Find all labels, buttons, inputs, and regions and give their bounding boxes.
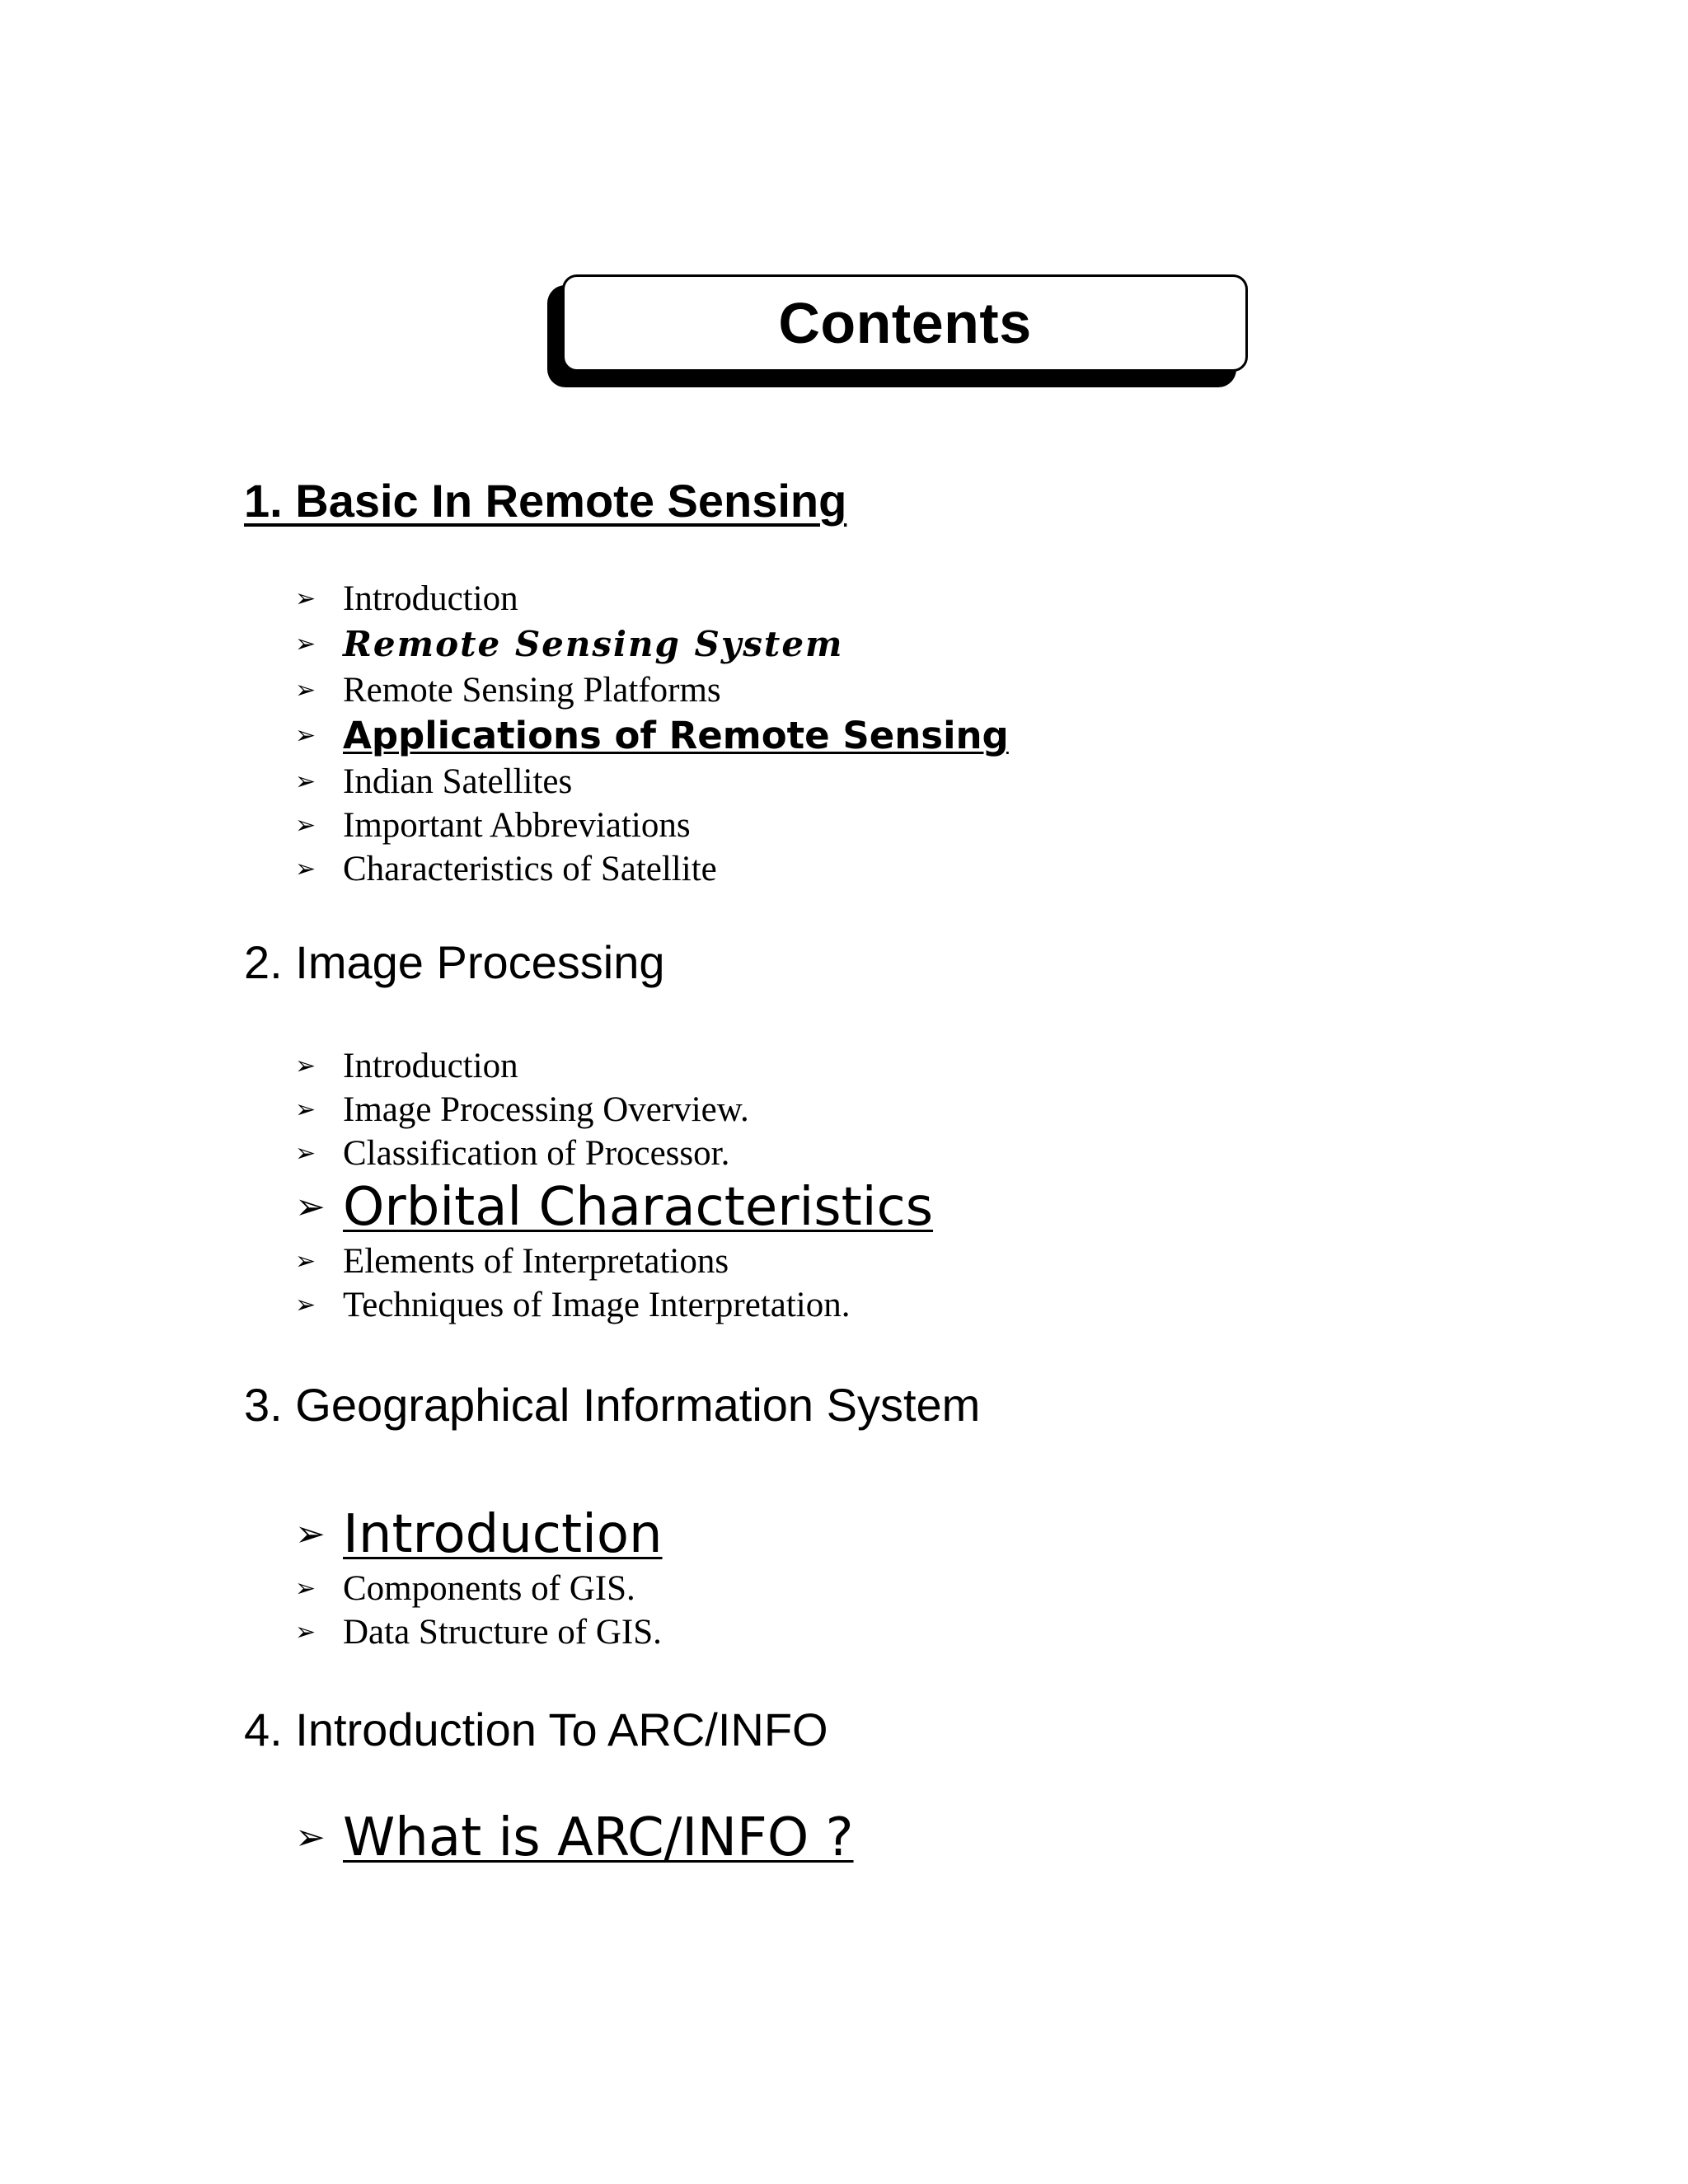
- list-item: [295, 1175, 933, 1240]
- section-list-arc-info: [295, 1806, 854, 1870]
- list-item: [295, 621, 1009, 668]
- arrow-bullet-icon: ➢: [295, 675, 316, 705]
- arrow-bullet-icon: ➢: [295, 1573, 316, 1603]
- arrow-bullet-icon: ➢: [295, 1617, 316, 1647]
- section-heading-image-processing: 2. Image Processing: [244, 936, 665, 988]
- section-list-gis: [295, 1502, 663, 1654]
- section-heading-gis: 3. Geographical Information System: [244, 1379, 981, 1431]
- list-item: [295, 760, 1009, 804]
- arrow-bullet-icon: ➢: [295, 583, 316, 613]
- arrow-bullet-icon: ➢: [295, 721, 316, 750]
- arrow-bullet-icon: ➢: [295, 854, 316, 883]
- list-item: [295, 1283, 933, 1327]
- list-item-label: Introduction: [343, 579, 518, 618]
- list-item-label: Characteristics of Satellite: [343, 850, 717, 888]
- list-item-label: Data Structure of GIS.: [343, 1613, 662, 1652]
- arrow-bullet-icon: ➢: [295, 766, 316, 796]
- list-item: [295, 1088, 933, 1132]
- list-item-label: Components of GIS.: [343, 1569, 635, 1608]
- list-item-label: What is ARC/INFO ?: [343, 1807, 854, 1868]
- section-heading-remote-sensing: 1. Basic In Remote Sensing: [244, 475, 847, 527]
- arrow-bullet-icon: ➢: [295, 1816, 326, 1858]
- section-list-image-processing: [295, 1044, 933, 1327]
- page-title: Contents: [778, 291, 1032, 355]
- arrow-bullet-icon: ➢: [295, 1290, 316, 1319]
- list-item: [295, 1502, 663, 1567]
- list-item: [295, 804, 1009, 847]
- list-item: [295, 668, 1009, 712]
- list-item-label: Elements of Interpretations: [343, 1242, 729, 1281]
- list-item: [295, 1132, 933, 1175]
- list-item: [295, 1240, 933, 1283]
- list-item-label: Remote Sensing System: [343, 624, 844, 664]
- arrow-bullet-icon: ➢: [295, 1513, 326, 1555]
- list-item: [295, 577, 1009, 621]
- list-item-label: Techniques of Image Interpretation.: [343, 1286, 851, 1324]
- list-item-label: Indian Satellites: [343, 762, 573, 801]
- arrow-bullet-icon: ➢: [295, 630, 316, 658]
- list-item: [295, 847, 1009, 891]
- arrow-bullet-icon: ➢: [295, 1051, 316, 1080]
- arrow-bullet-icon: ➢: [295, 1094, 316, 1124]
- list-item-label: Applications of Remote Sensing: [343, 714, 1009, 757]
- list-item-label: Orbital Characteristics: [343, 1177, 934, 1238]
- arrow-bullet-icon: ➢: [295, 1138, 316, 1168]
- list-item: [295, 1044, 933, 1088]
- list-item-label: Classification of Processor.: [343, 1134, 730, 1173]
- list-item-label: Introduction: [343, 1047, 518, 1085]
- list-item-label: Important Abbreviations: [343, 806, 691, 845]
- list-item: [295, 1806, 854, 1870]
- title-box: [562, 274, 1248, 372]
- arrow-bullet-icon: ➢: [295, 810, 316, 840]
- list-item: [295, 1567, 663, 1610]
- list-item: [295, 712, 1009, 760]
- list-item-label: Introduction: [343, 1504, 663, 1565]
- list-item-label: Remote Sensing Platforms: [343, 671, 721, 710]
- arrow-bullet-icon: ➢: [295, 1186, 326, 1228]
- section-list-remote-sensing: [295, 577, 1009, 891]
- arrow-bullet-icon: ➢: [295, 1246, 316, 1276]
- list-item: [295, 1610, 663, 1654]
- list-item-label: Image Processing Overview.: [343, 1090, 749, 1129]
- section-heading-arc-info: 4. Introduction To ARC/INFO: [244, 1704, 828, 1755]
